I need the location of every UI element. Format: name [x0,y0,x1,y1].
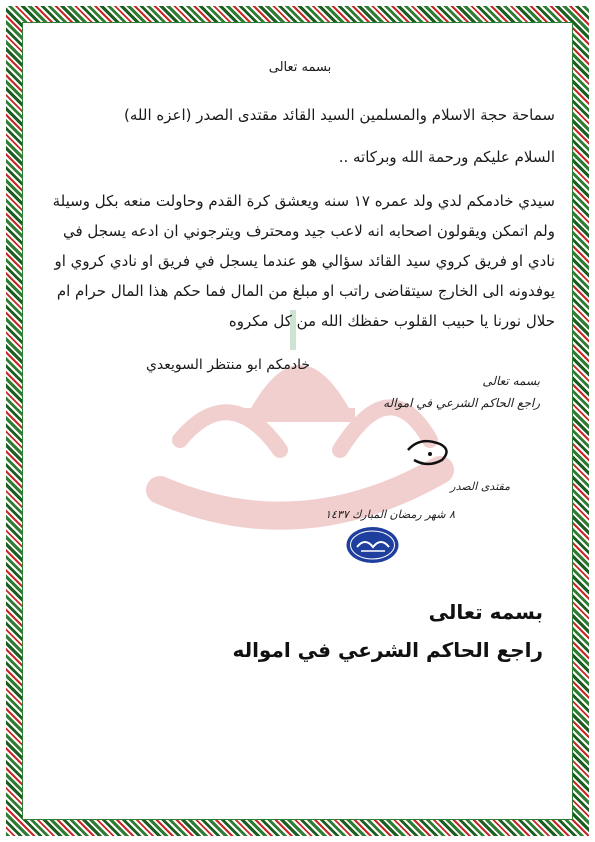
body-line: ولم اتمكن ويقولون اصحابه انه لاعب جيد ومحترف ويترجوني ان ادعه يسجل في [62,222,555,240]
handwritten-reply-line: بسمه تعالى [482,374,540,388]
letter-address: سماحة حجة الاسلام والمسلمين السيد القائد مقتدى الصدر (اعزه الله) [124,106,555,124]
handwritten-reply-line: راجع الحاكم الشرعي في امواله [383,396,540,410]
body-line: حلال نورنا يا حبيب القلوب حفظك الله من كل مكروه [228,312,555,330]
body-line: سيدي خادمكم لدي ولد عمره ١٧ سنه ويعشق كرة القدم وحاولت منعه بكل وسيلة [52,192,555,210]
body-line: يوفدونه الى الخارج سيتقاضى راتب او مبلغ من المال فما حكم هذا المال حرام ام [56,282,555,300]
body-line: نادي او فريق كروي سيد القائد سؤالي هو عندما يسجل في فريق او نادي كروي او [54,252,555,270]
official-seal [345,525,400,565]
letter-title: بسمه تعالى [268,60,332,75]
typed-reply-ruling: راجع الحاكم الشرعي في امواله [232,638,543,662]
letter-signoff: خادمكم ابو منتظر السويعدي [145,357,310,373]
handwritten-date: ٨ شهر رمضان المبارك ١٤٣٧ [325,508,455,521]
letter-greeting: السلام عليكم ورحمة الله وبركاته .. [338,148,555,166]
signature-mark [400,432,460,472]
typed-reply-title: بسمه تعالى [428,600,543,624]
handwritten-signature-name: مقتدى الصدر [450,480,510,493]
